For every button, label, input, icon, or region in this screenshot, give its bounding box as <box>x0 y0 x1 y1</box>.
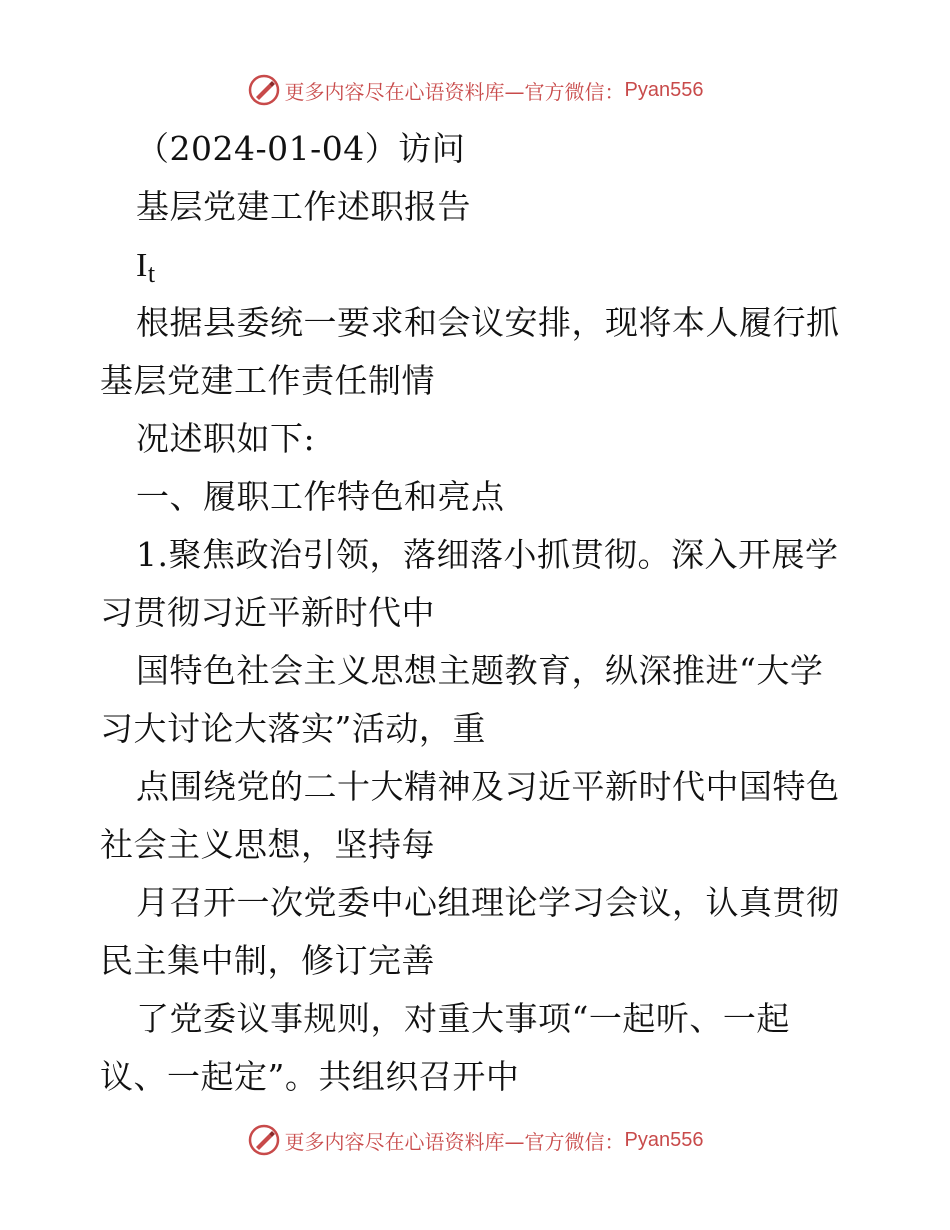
stray-glyph-sub: t <box>147 259 156 288</box>
watermark-account: Pyan556 <box>624 1128 704 1151</box>
body-line: 习大讨论大落实”活动，重 <box>100 709 486 748</box>
watermark-text: 更多内容尽在心语资料库—官方微信： <box>284 79 625 104</box>
body-line: 1.聚焦政治引领，落细落小抓贯彻。深入开展学 <box>136 535 839 574</box>
footer-watermark <box>0 1120 950 1160</box>
document-body <box>100 120 860 1106</box>
pen-seal-icon <box>247 1123 281 1157</box>
body-line: 习贯彻习近平新时代中 <box>100 593 435 632</box>
watermark-account: Pyan556 <box>624 78 704 101</box>
body-line: 点围绕党的二十大精神及习近平新时代中国特色 <box>136 767 840 806</box>
body-line: 国特色社会主义思想主题教育，纵深推进“大学 <box>136 651 824 690</box>
body-line: 基层党建工作责任制情 <box>100 361 435 400</box>
pen-seal-icon <box>247 73 281 107</box>
document-title: 基层党建工作述职报告 <box>136 187 471 226</box>
section-heading: 一、履职工作特色和亮点 <box>136 477 505 516</box>
body-line: 况述职如下: <box>136 419 316 458</box>
watermark-text: 更多内容尽在心语资料库—官方微信： <box>284 1129 625 1154</box>
body-line: 月召开一次党委中心组理论学习会议，认真贯彻 <box>136 883 840 922</box>
body-line: 议、一起定”。共组织召开中 <box>100 1057 520 1096</box>
body-line: 民主集中制，修订完善 <box>100 941 435 980</box>
body-line: 根据县委统一要求和会议安排，现将本人履行抓 <box>136 303 840 342</box>
stray-glyph-main: I <box>136 247 148 284</box>
header-watermark <box>0 70 950 110</box>
body-line: 社会主义思想，坚持每 <box>100 825 435 864</box>
body-line: 了党委议事规则，对重大事项“一起听、一起 <box>136 999 790 1038</box>
stray-glyph <box>100 236 860 294</box>
date-line: （2024-01-04）访问 <box>136 129 466 168</box>
